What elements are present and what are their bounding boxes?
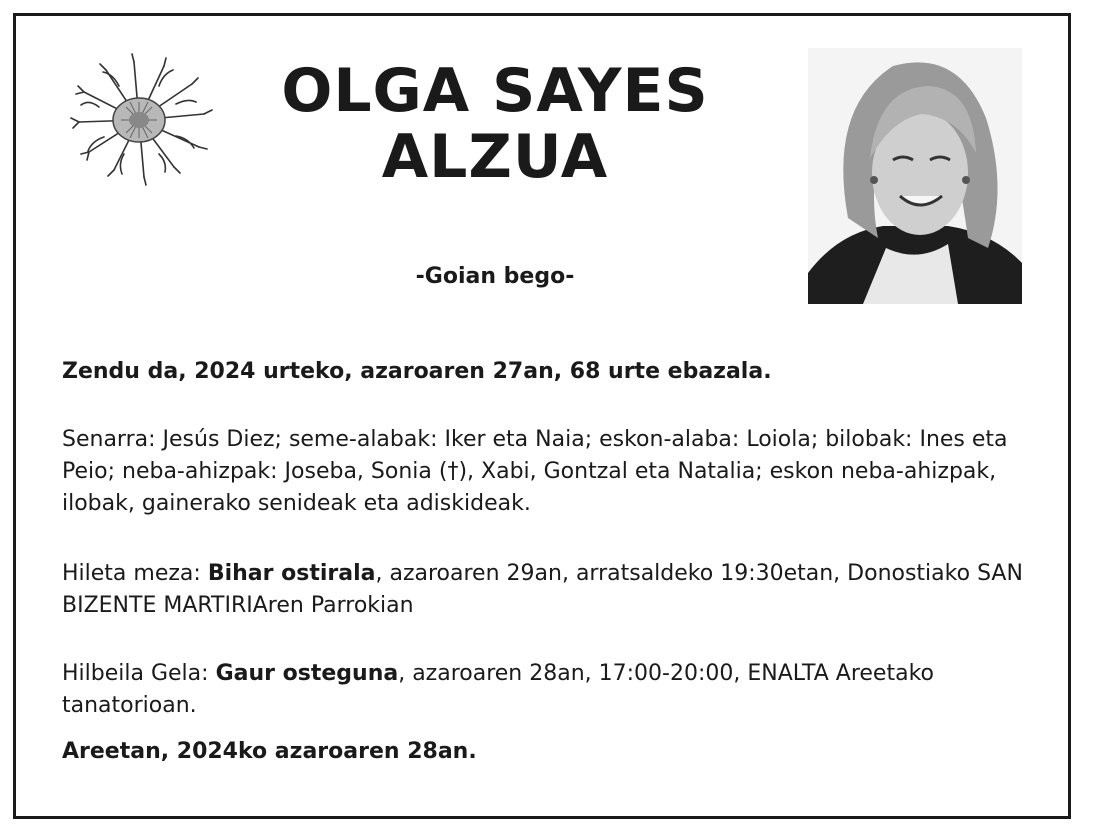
funeral-details: , azaroaren 29an, arratsaldeko 19:30etan, Donostiako SAN BIZENTE MARTIRIAren Parrokian [62, 561, 1023, 618]
wake-label: Hilbeila Gela: [62, 661, 216, 686]
name-line-1: OLGA SAYES [281, 56, 709, 126]
motto: -Goian bego- [415, 264, 575, 289]
wake-day: Gaur osteguna [215, 661, 399, 686]
funeral-info [62, 558, 1042, 622]
funeral-label: Hileta meza: [62, 561, 208, 586]
funeral-day: Bihar ostirala [207, 561, 376, 586]
portrait-photo [808, 48, 1022, 304]
name-line-2: ALZUA [381, 122, 609, 192]
family-list: Senarra: Jesús Diez; seme-alabak: Iker eta Naia; eskon-alaba: Loiola; bilobak: Ines eta Peio; neba-ahizpak: Joseba, Sonia (†), Xabi, Gontzal eta Natalia; eskon neba-ahizpak, ilobak, gainerako senideak eta adiskideak. [62, 427, 1008, 516]
place-date: Areetan, 2024ko azaroaren 28an. [62, 739, 477, 764]
deceased-name [250, 58, 740, 190]
death-statement: Zendu da, 2024 urteko, azaroaren 27an, 68 urte ebazala. [62, 359, 772, 384]
thistle-flower-icon [64, 52, 214, 187]
wake-details: , azaroaren 28an, 17:00-20:00, ENALTA Areetako tanatorioan. [62, 661, 934, 718]
wake-info [62, 658, 1042, 722]
